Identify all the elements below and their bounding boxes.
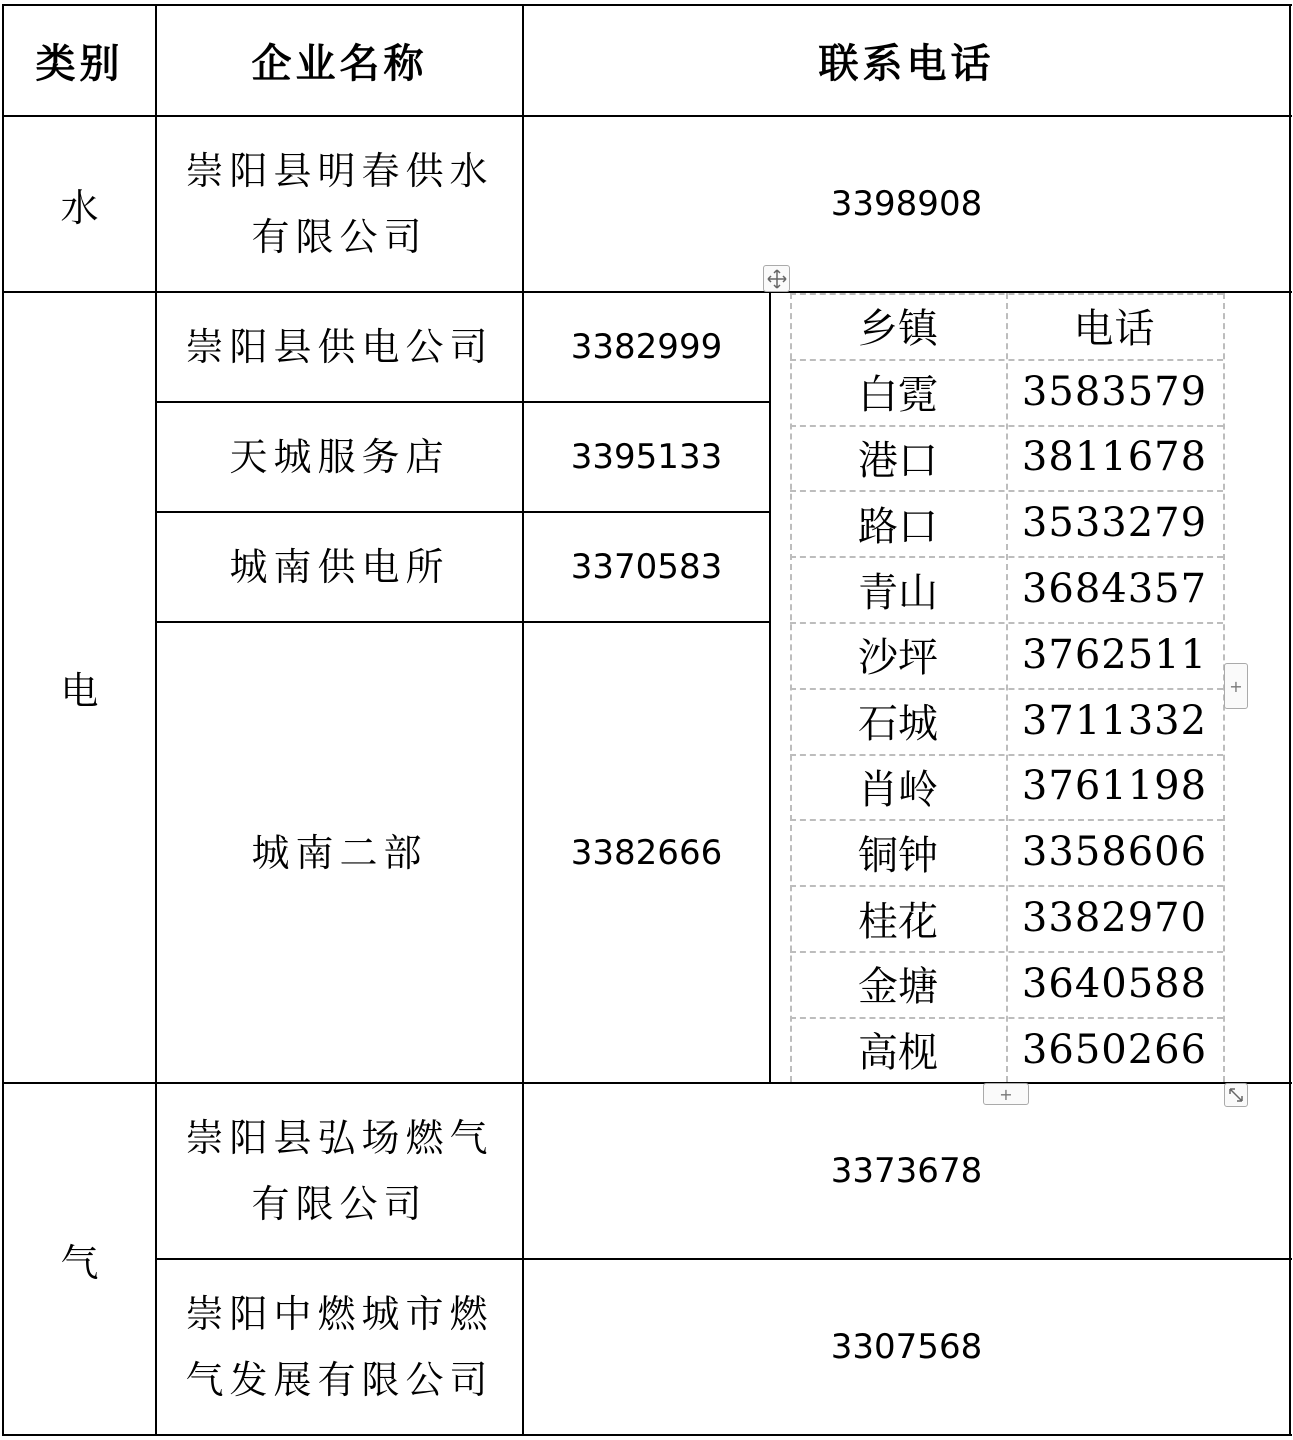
col-divider-3 [769,292,771,1083]
electric-company-3: 城南供电所 [229,545,450,589]
add-column-button[interactable] [1224,663,1248,709]
town-name: 金塘 [858,964,938,1011]
gas-company-1-line2: 有限公司 [251,1182,428,1226]
gas-company-2 [157,1260,522,1434]
table-border-bottom [2,1434,1292,1436]
town-header-phone: 电话 [1073,306,1156,353]
town-phone: 3382970 [1021,895,1208,942]
gas-phone-2: 3307568 [830,1327,983,1367]
town-name: 白霓 [858,372,938,419]
town-name: 桂花 [858,898,938,945]
town-name: 路口 [858,503,938,550]
town-name: 沙坪 [858,635,938,682]
water-phone: 3398908 [830,184,983,224]
resize-icon [1227,1086,1245,1104]
header-company: 企业名称 [251,41,428,87]
town-name: 青山 [858,569,938,616]
water-company [157,117,522,291]
town-name: 石城 [858,701,938,748]
electric-company-4: 城南二部 [251,830,428,875]
gas-phone-1: 3373678 [830,1151,983,1191]
town-name: 肖岭 [858,766,938,813]
town-phone: 3583579 [1021,368,1208,415]
category-water: 水 [60,185,99,230]
table-resize-handle[interactable] [1224,1083,1248,1107]
header-phone: 联系电话 [818,41,995,87]
gas-company-2-line2: 气发展有限公司 [185,1358,494,1402]
gas-company-2-line1: 崇阳中燃城市燃 [185,1292,494,1336]
water-company-line1: 崇阳县明春供水 [185,149,494,193]
town-header-town: 乡镇 [858,306,938,353]
electric-company-1: 崇阳县供电公司 [185,325,494,369]
plus-icon: + [999,1084,1013,1104]
town-phone: 3640588 [1021,960,1208,1007]
electric-phone-3: 3370583 [570,547,723,587]
table-move-handle[interactable] [763,265,790,292]
category-gas: 气 [60,1240,99,1285]
gas-company-1-line1: 崇阳县弘场燃气 [185,1116,494,1160]
move-icon [767,269,787,289]
town-phone: 3811678 [1021,434,1208,481]
gas-company-1 [157,1084,522,1258]
town-phone: 3761198 [1021,763,1208,810]
town-name: 铜钟 [858,832,938,879]
electric-phone-2: 3395133 [570,437,723,477]
add-row-button[interactable] [983,1083,1029,1105]
town-name: 高枧 [858,1030,938,1077]
electric-phone-4: 3382666 [570,832,723,873]
electric-phone-1: 3382999 [570,327,723,367]
plus-icon: + [1229,676,1243,696]
water-company-line2: 有限公司 [251,215,428,259]
town-name: 港口 [858,437,938,484]
header-category: 类别 [35,41,124,87]
electric-company-2: 天城服务店 [229,435,450,479]
town-phone: 3711332 [1021,697,1208,744]
town-phone: 3762511 [1021,631,1208,678]
town-phone: 3684357 [1021,566,1208,613]
table-border-right [1289,4,1291,1436]
town-phone: 3650266 [1021,1026,1208,1073]
category-electric: 电 [60,669,99,713]
town-phone: 3358606 [1021,829,1208,876]
town-phone: 3533279 [1021,500,1208,547]
